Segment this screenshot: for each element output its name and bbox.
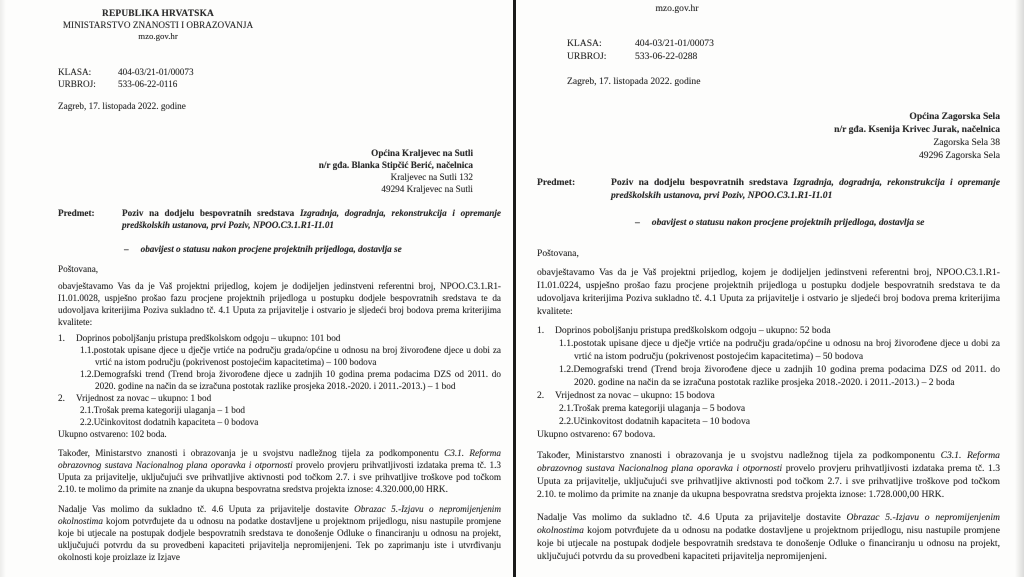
- criteria-text: Demografski trend (Trend broja živorođene djece u zadnjih 10 godina prema podacima DZS od 2011. do 2020. godine na način da se izračuna postotak razlike prosjeka 2018.-2020. i 2011.-2013.) – 1 bod: [93, 368, 501, 391]
- criteria-text: Učinkovitost dodatnih kapaciteta – 10 bodova: [573, 416, 751, 427]
- closing-rest: kojom potvrđujete da u odnosu na podatke dostavljene u projektnom prijedlogu, nisu nastupile promjene koje bi utjecale na postupak dodjele bespovratnih sredstava te donošenje Odluke o financiranju u odnosu na projekt, uključujući potvrdu da su provedbeni kapaciteti prijavitelja nepromijenjeni. Tek po zaprimanju iste i utvrđivanju okolnosti koje proizlaze iz Izjave: [58, 515, 501, 562]
- criteria-item: [537, 363, 1000, 389]
- recipient-street: Kraljevec na Sutli 132: [390, 171, 473, 182]
- criteria-text: Doprinos poboljšanju pristupa predškolskom odgoju – ukupno: 101 bod: [76, 332, 341, 343]
- eligibility-lead: Također, Ministarstvo znanosti i obrazovanja je u svojstvu nadležnog tijela za podkomponentu: [537, 450, 941, 461]
- recipient-block: [537, 110, 1000, 162]
- recipient-org: Općina Kraljevec na Sutli: [371, 147, 473, 158]
- criteria-number: 1.: [537, 325, 545, 336]
- letterhead: [58, 8, 258, 42]
- criteria-item: [537, 402, 1000, 415]
- dateline: Zagreb, 17. listopada 2022. godine: [58, 100, 186, 111]
- reference-numbers: [58, 66, 501, 90]
- recipient-street: Zagorska Sela 38: [933, 137, 1000, 148]
- urbroj-value: 533-06-22-0116: [118, 78, 178, 89]
- intro-paragraph: obavještavamo Vas da je Vaš projektni prijedlog, kojem je dodijeljen jedinstveni referentni broj, NPOO.C3.1.R1-I1.01.0224, uspješno prošao fazu procjene projektnih prijedloga u postupku dodjele bespovratnih sredstava te da udovoljava kriterijima Poziva sukladno tč. 4.1 Uputa za prijavitelje i ostvario je sljedeći broj bodova prema kriterijima kvalitete:: [537, 267, 1000, 317]
- eligibility-paragraph: [537, 449, 1000, 501]
- recipient-attn: n/r gđa. Ksenija Krivec Jurak, načelnica: [834, 124, 1000, 135]
- dateline: Zagreb, 17. listopada 2022. godine: [567, 76, 701, 87]
- criteria-number: 2.: [537, 390, 545, 401]
- criteria-number: 1.1.: [559, 338, 574, 349]
- eligibility-rest: provelo provjeru prihvatljivosti izdataka prema tč. 1.3 Uputa za prijavitelje, uključujući sve prihvatljive aktivnosti pod točkom 2.7. i sve prihvatljive troškove pod točkom 2.10. te molimo da primite na znanje da ukupna bespovratna sredstva projekta iznose: 1.728.000,00 HRK.: [537, 463, 1000, 500]
- klasa-label: KLASA:: [567, 38, 602, 49]
- reference-numbers: [567, 37, 1000, 63]
- subject-row: [58, 207, 501, 231]
- klasa-label: KLASA:: [58, 66, 92, 77]
- criteria-text: Trošak prema kategoriji ulaganja – 5 bodova: [573, 403, 746, 414]
- subject-label: Predmet:: [537, 177, 576, 188]
- letterhead-ministry: MINISTARSTVO ZNANOSTI I OBRAZOVANJA: [62, 20, 254, 30]
- criteria-item: [58, 344, 501, 368]
- criteria-number: 2.: [58, 392, 65, 403]
- criteria-item: [58, 368, 501, 392]
- subject-label: Predmet:: [58, 207, 95, 218]
- urbroj-label: URBROJ:: [567, 51, 607, 62]
- urbroj-row: [58, 78, 501, 90]
- subject-note-text: obavijest o statusu nakon procjene projektnih prijedloga, dostavlja se: [651, 217, 925, 228]
- criteria-list: [537, 324, 1000, 441]
- subject-row: [537, 176, 1000, 202]
- subject-title: Izgradnja, dogradnja, rekonstrukcija i opremanje predškolskih ustanova, prvi Poziv, NPOO.C3.1.R1-I1.01: [611, 177, 1001, 201]
- criteria-item: [58, 392, 501, 404]
- urbroj-value: 533-06-22-0288: [635, 51, 698, 62]
- urbroj-label: URBROJ:: [58, 78, 96, 89]
- criteria-text: postotak upisane djece u dječje vrtiće na području grada/općine u odnosu na broj živorođene djece u dobi za vrtić na istom području (pokrivenost postojećim kapacitetima) – 100 bodova: [93, 344, 501, 367]
- scan-edge-right: [1015, 0, 1024, 577]
- recipient-block: [58, 147, 473, 195]
- eligibility-component: C3.1. Reforma obrazovnog sustava Nacionalnog plana oporavka i otpornosti: [537, 450, 1000, 474]
- total-score: Ukupno ostvareno: 67 bodova.: [537, 429, 656, 440]
- recipient-city: 49294 Kraljevec na Sutli: [381, 183, 473, 194]
- subject-text: [611, 176, 1000, 202]
- criteria-item: [537, 337, 1000, 363]
- recipient-city: 49296 Zagorska Sela: [919, 150, 1000, 161]
- criteria-text: Trošak prema kategoriji ulaganja – 1 bod: [93, 404, 246, 415]
- criteria-text: postotak upisane djece u dječje vrtiće na području grada/općine u odnosu na broj živorođene djece u dobi za vrtić na istom području (pokrivenost postojećim kapacitetima) – 50 bodova: [573, 338, 1000, 362]
- criteria-item: [58, 332, 501, 344]
- criteria-number: 2.1.: [559, 403, 574, 414]
- subject-lead: Poziv na dodjelu bespovratnih sredstava: [122, 207, 300, 218]
- subject-text: [122, 207, 501, 231]
- criteria-text: Vrijednost za novac – ukupno: 1 bod: [76, 392, 212, 403]
- klasa-value: 404-03/21-01/00073: [635, 38, 714, 49]
- closing-rest: kojom potvrđujete da u odnosu na podatke dostavljene u projektnom prijedlogu, nisu nastupile promjene koje bi utjecale na postupak dodjele bespovratnih sredstava te donošenje Odluke o financiranju u odnosu na projekt, uključujući potvrdu da su provedbeni kapaciteti prijavitelja nepromijenjeni.: [537, 525, 1000, 562]
- letterhead-website: mzo.gov.hr: [655, 3, 699, 14]
- letterhead-country: REPUBLIKA HRVATSKA: [101, 9, 215, 19]
- criteria-item: [58, 416, 501, 428]
- letterhead-website: mzo.gov.hr: [138, 30, 178, 41]
- klasa-row: [58, 66, 501, 78]
- criteria-number: 2.1.: [80, 404, 94, 415]
- closing-paragraph: [58, 503, 501, 563]
- salutation: Poštovana,: [537, 248, 579, 259]
- subject-lead: Poziv na dodjelu bespovratnih sredstava: [611, 177, 794, 188]
- criteria-item: [537, 415, 1000, 428]
- criteria-text: Vrijednost za novac – ukupno: 15 bodova: [555, 390, 715, 401]
- subject-note: [635, 216, 1000, 229]
- document-right: [517, 0, 1024, 577]
- eligibility-component: C3.1. Reforma obrazovnog sustava Nacionalnog plana oporavka i otpornosti: [58, 447, 501, 470]
- subject-note: [124, 243, 501, 255]
- intro-paragraph: obavještavamo Vas da je Vaš projektni prijedlog, kojem je dodijeljen jedinstveni referentni broj, NPOO.C3.1.R1-I1.01.0028, uspješno prošao fazu procjene projektnih prijedloga u postupku dodjele bespovratnih sredstava te da udovoljava kriterijima Poziva sukladno tč. 4.1 Uputa za prijavitelje i ostvario je sljedeći broj bodova prema kriterijima kvalitete:: [58, 280, 501, 327]
- eligibility-rest: provelo provjeru prihvatljivosti izdataka prema tč. 1.3 Uputa za prijavitelje, uključujući sve prihvatljive aktivnosti pod točkom 2.7. i sve prihvatljive troškove pod točkom 2.10. te molimo da primite na znanje da ukupna bespovratna sredstva projekta iznose: 4.320.000,00 HRK.: [58, 459, 501, 494]
- closing-lead: Nadalje Vas molimo da sukladno tč. 4.6 Uputa za prijavitelje dostavite: [58, 503, 355, 514]
- criteria-item: [537, 324, 1000, 337]
- criteria-item: [537, 389, 1000, 402]
- criteria-number: 2.2.: [559, 416, 574, 427]
- klasa-row: [567, 37, 1000, 50]
- closing-form-name: Obrazac 5.-Izjavu o nepromijenjenim okolnostima: [537, 512, 1000, 536]
- recipient-org: Općina Zagorska Sela: [909, 111, 1000, 122]
- dash-glyph: –: [124, 243, 129, 254]
- scan-edge-left: [0, 0, 6, 577]
- urbroj-row: [567, 50, 1000, 63]
- subject-note-text: obavijest o statusu nakon procjene projektnih prijedloga, dostavlja se: [140, 243, 402, 254]
- letterhead: [537, 2, 817, 15]
- salutation: Poštovana,: [58, 263, 99, 274]
- page-divider: [513, 0, 516, 577]
- criteria-number: 1.2.: [559, 364, 574, 375]
- criteria-item: [58, 404, 501, 416]
- criteria-number: 2.2.: [80, 416, 94, 427]
- eligibility-paragraph: [58, 447, 501, 495]
- criteria-number: 1.2.: [80, 368, 94, 379]
- criteria-list: [58, 332, 501, 440]
- criteria-number: 1.: [58, 332, 65, 343]
- recipient-attn: n/r gđa. Blanka Stipčić Berić, načelnica: [318, 159, 473, 170]
- criteria-text: Učinkovitost dodatnih kapaciteta – 0 bodova: [93, 416, 259, 427]
- closing-lead: Nadalje Vas molimo da sukladno tč. 4.6 Uputa za prijavitelje dostavite: [537, 512, 847, 523]
- subject-title: Izgradnja, dogradnja, rekonstrukcija i opremanje predškolskih ustanova, prvi Poziv, NPOO.C3.1.R1-I1.01: [122, 207, 501, 230]
- criteria-text: Demografski trend (Trend broja živorođene djece u zadnjih 10 godina prema podacima DZS od 2011. do 2020. godine na način da se izračuna postotak razlike prosjeka 2018.-2020. i 2011.-2013.) – 2 boda: [573, 364, 1000, 388]
- closing-form-name: Obrazac 5.-Izjavu o nepromijenjenim okolnostima: [58, 503, 501, 526]
- eligibility-lead: Također, Ministarstvo znanosti i obrazovanja je u svojstvu nadležnog tijela za podkomponentu: [58, 447, 445, 458]
- criteria-number: 1.1.: [80, 344, 94, 355]
- closing-paragraph: [537, 511, 1000, 563]
- dash-glyph: –: [635, 217, 640, 228]
- total-score: Ukupno ostvareno: 102 boda.: [58, 428, 167, 439]
- klasa-value: 404-03/21-01/00073: [118, 66, 194, 77]
- criteria-text: Doprinos poboljšanju pristupa predškolskom odgoju – ukupno: 52 boda: [555, 325, 831, 336]
